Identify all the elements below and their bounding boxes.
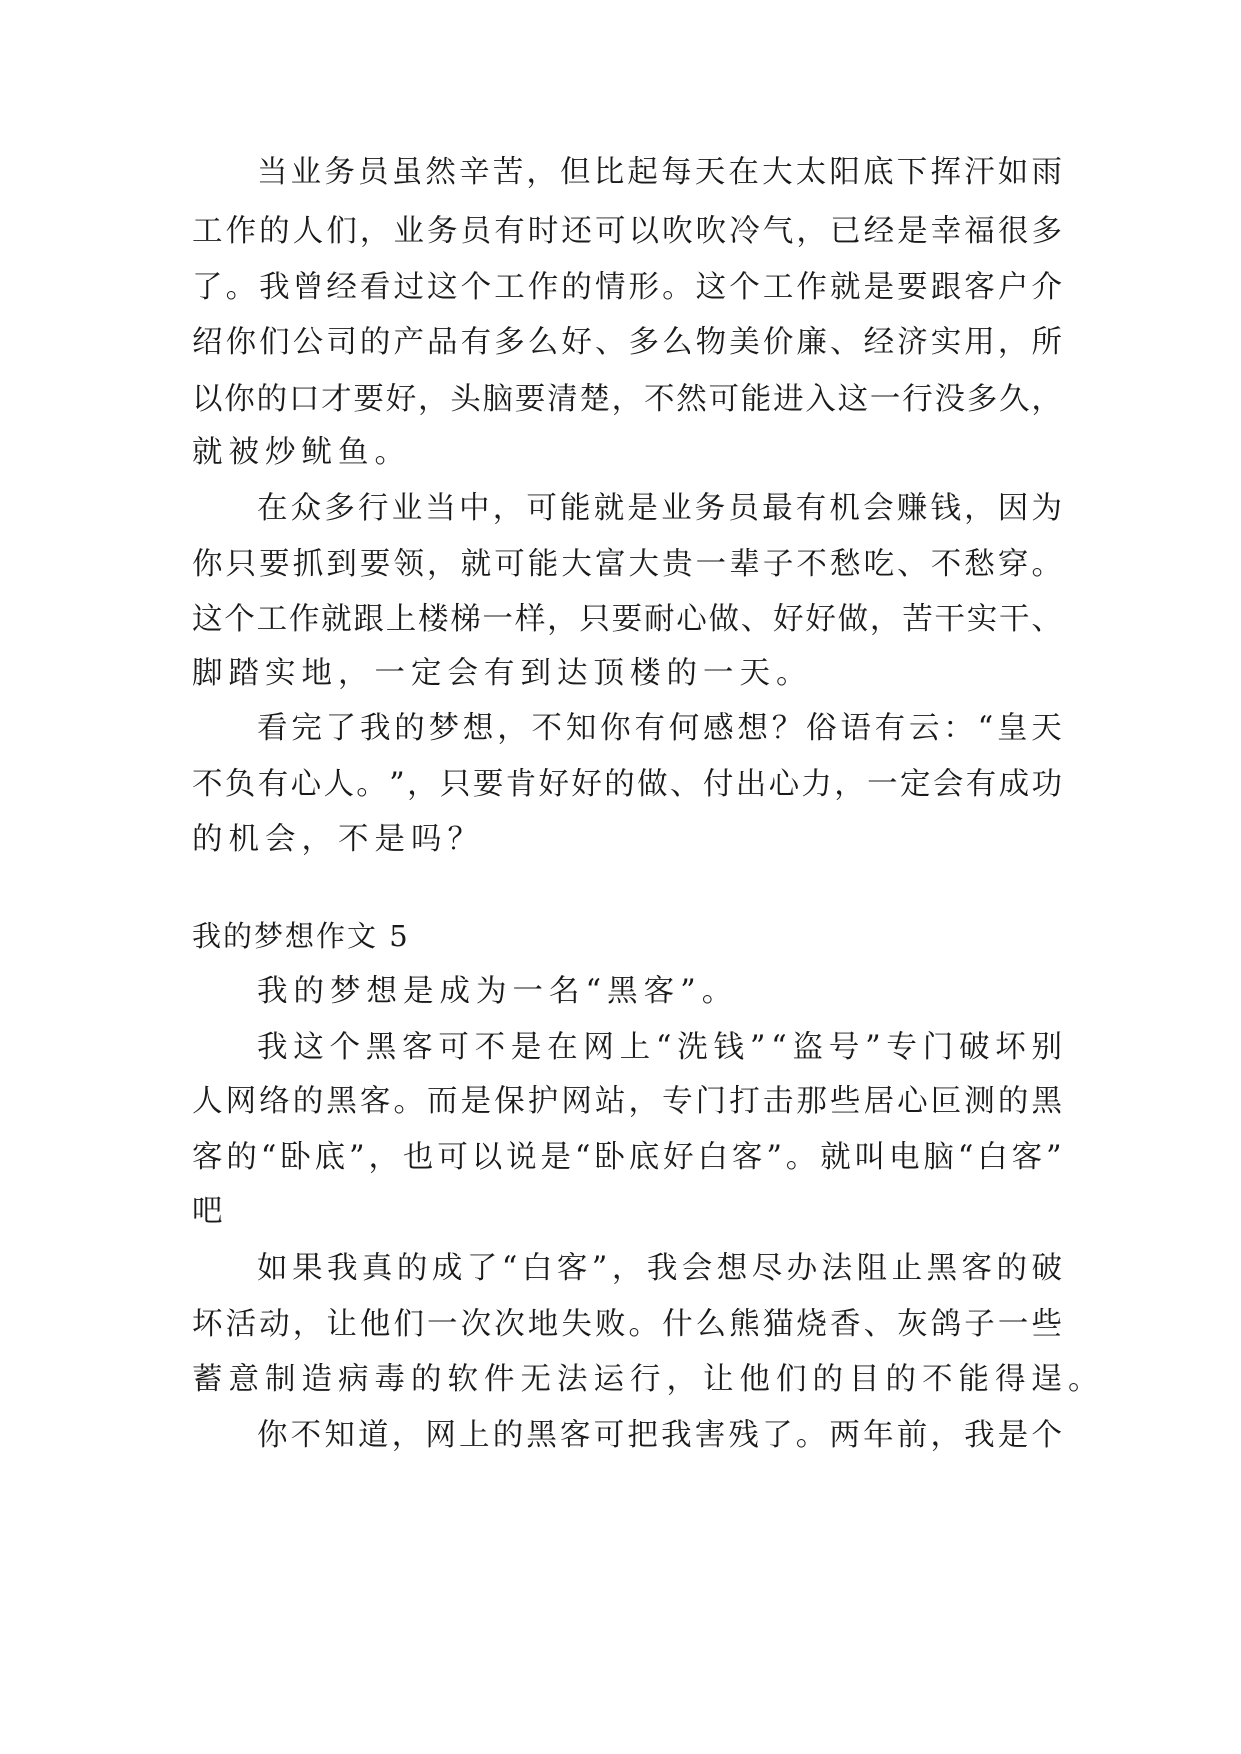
paragraph-line: 脚 踏 实 地 ， 一 定 会 有 到 达 顶 楼 的 一 天 。 (192, 656, 807, 691)
paragraph-line: 人 网 络 的 黑 客 。 而 是 保 护 网 站 ， 专 门 打 击 那 些 居 心 叵 测 的 黑 (192, 1084, 1062, 1119)
paragraph-line: 就 被 炒 鱿 鱼 。 (192, 435, 405, 470)
paragraph-line: 当 业 务 员 虽 然 辛 苦 ， 但 比 起 每 天 在 大 太 阳 底 下 挥 汗 如 雨 (257, 155, 1062, 190)
paragraph-line: 我 的 梦 想 是 成 为 一 名 “ 黑 客 ” 。 (257, 974, 733, 1009)
paragraph-line: 客 的 “ 卧 底 ” ， 也 可 以 说 是 “ 卧 底 好 白 客 ” 。 就 叫 电 脑 “ 白 客 ” (192, 1140, 1062, 1175)
paragraph-line: 了 。 我 曾 经 看 过 这 个 工 作 的 情 形 。 这 个 工 作 就 是 要 跟 客 户 介 (192, 270, 1062, 305)
paragraph-line: 坏 活 动 ， 让 他 们 一 次 次 地 失 败 。 什 么 熊 猫 烧 香 、 灰 鸽 子 一 些 (192, 1307, 1062, 1342)
paragraph-line: 吧 (192, 1194, 223, 1229)
section-heading: 我的梦想作文 5 (192, 919, 410, 953)
paragraph-line: 蓄 意 制 造 病 毒 的 软 件 无 法 运 行 ， 让 他 们 的 目 的 不 能 得 逞 。 (192, 1362, 1099, 1397)
paragraph-line: 的 机 会 ， 不 是 吗 ？ (192, 822, 478, 857)
paragraph-line: 工 作 的 人 们 ， 业 务 员 有 时 还 可 以 吹 吹 冷 气 ， 已 经 是 幸 福 很 多 (192, 214, 1062, 249)
paragraph-line: 你 只 要 抓 到 要 领 ， 就 可 能 大 富 大 贵 一 辈 子 不 愁 吃 、 不 愁 穿 。 (192, 547, 1062, 582)
paragraph-line: 我 这 个 黑 客 可 不 是 在 网 上 “ 洗 钱 ” “ 盗 号 ” 专 门 破 坏 别 (257, 1030, 1062, 1065)
paragraph-line: 你 不 知 道 ， 网 上 的 黑 客 可 把 我 害 残 了 。 两 年 前 ， 我 是 个 (257, 1418, 1062, 1453)
paragraph-line: 以 你 的 口 才 要 好 ， 头 脑 要 清 楚 ， 不 然 可 能 进 入 这 一 行 没 多 久 ， (192, 382, 1062, 417)
paragraph-line: 看 完 了 我 的 梦 想 ， 不 知 你 有 何 感 想 ？ 俗 语 有 云 ： “ 皇 天 (257, 711, 1062, 746)
paragraph-line: 这 个 工 作 就 跟 上 楼 梯 一 样 ， 只 要 耐 心 做 、 好 好 做 ， 苦 干 实 干 、 (192, 602, 1062, 637)
paragraph-line: 不 负 有 心 人 。 ” ， 只 要 肯 好 好 的 做 、 付 出 心 力 ， 一 定 会 有 成 功 (192, 767, 1062, 802)
paragraph-line: 绍 你 们 公 司 的 产 品 有 多 么 好 、 多 么 物 美 价 廉 、 经 济 实 用 ， 所 (192, 325, 1062, 360)
paragraph-line: 在 众 多 行 业 当 中 ， 可 能 就 是 业 务 员 最 有 机 会 赚 钱 ， 因 为 (257, 491, 1062, 526)
paragraph-line: 如 果 我 真 的 成 了 “ 白 客 ” ， 我 会 想 尽 办 法 阻 止 黑 客 的 破 (257, 1251, 1062, 1286)
